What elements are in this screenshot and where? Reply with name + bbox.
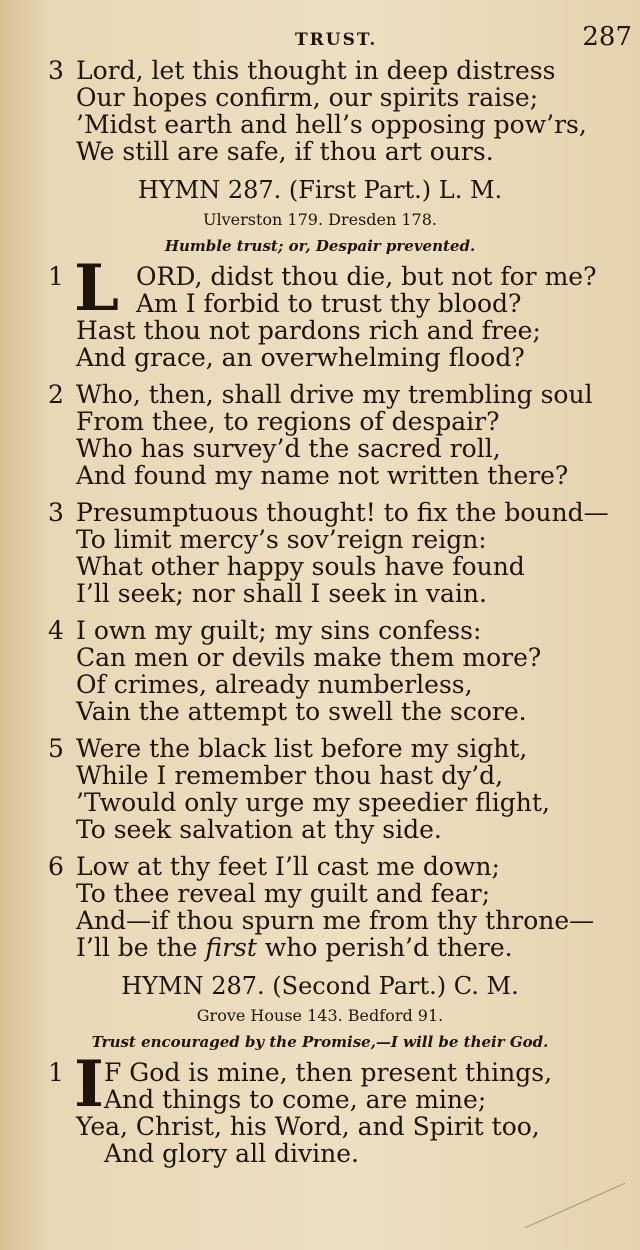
running-title: TRUST.	[295, 30, 378, 50]
verse-line: And—if thou spurn me from thy throne—	[76, 906, 595, 935]
verse-line: Presumptuous thought! to fix the bound—	[76, 498, 609, 527]
verse-line: And things to come, are mine;	[104, 1085, 487, 1114]
verse-line: And glory all divine.	[104, 1139, 359, 1168]
hymn-title-second: HYMN 287. (Second Part.) C. M.	[121, 972, 519, 1000]
verse-line: Of crimes, already numberless,	[76, 670, 473, 699]
verse-line: Lord, let this thought in deep distress	[76, 56, 556, 85]
hymn-tunes-second: Grove House 143. Bedford 91.	[196, 1006, 444, 1025]
verse-line: I’ll seek; nor shall I seek in vain.	[76, 579, 487, 608]
verse-line: Who, then, shall drive my trembling soul	[76, 380, 593, 409]
verse-line: I own my guilt; my sins confess:	[76, 616, 482, 645]
stanza-3	[0, 499, 640, 607]
stanza-number: 4	[48, 616, 64, 645]
stanza-number: 2	[48, 380, 64, 409]
verse-line: Our hopes confirm, our spirits raise;	[76, 83, 539, 112]
hymn-title: HYMN 287. (First Part.) L. M.	[137, 176, 503, 204]
stanza-1-second	[0, 1047, 640, 1168]
verse-line: Can men or devils make them more?	[76, 643, 542, 672]
verse-line: And found my name not written there?	[76, 461, 569, 490]
page-header	[0, 22, 640, 58]
stanza-number: 5	[48, 734, 64, 763]
verse-line: Yea, Christ, his Word, and Spirit too,	[76, 1112, 540, 1141]
page-number: 287	[582, 22, 632, 52]
stanza-6	[0, 853, 640, 961]
verse-line: To limit mercy’s sov’reign reign:	[76, 525, 487, 554]
verse-line: ’Twould only urge my speedier flight,	[76, 788, 550, 817]
verse-line: Vain the attempt to swell the score.	[76, 697, 527, 726]
stanza-number: 1	[48, 1058, 64, 1087]
verse-text: who perish’d there.	[256, 933, 513, 962]
verse-line: What other happy souls have found	[76, 552, 525, 581]
stanza-number: 1	[48, 262, 64, 291]
verse-line: And grace, an overwhelming flood?	[76, 343, 525, 372]
page-corner-mark	[525, 1183, 626, 1229]
stanza-number: 6	[48, 852, 64, 881]
verse-text: I’ll be the	[76, 933, 206, 962]
verse-line: Am I forbid to trust thy blood?	[136, 289, 522, 318]
verse-line: Hast thou not pardons rich and free;	[76, 316, 541, 345]
stanza-1	[0, 251, 640, 372]
hymn-tunes: Ulverston 179. Dresden 178.	[202, 210, 437, 229]
verse-line: We still are safe, if thou art ours.	[76, 137, 494, 166]
verse-line: To seek salvation at thy side.	[76, 815, 442, 844]
verse-line: Who has survey’d the sacred roll,	[76, 434, 501, 463]
verse-line: While I remember thou hast dy’d,	[76, 761, 504, 790]
page-content	[0, 57, 640, 1177]
verse-line	[76, 934, 640, 961]
verse-line: Were the black list before my sight,	[76, 734, 528, 763]
drop-cap: L	[74, 251, 119, 326]
emphasized-word: first	[205, 933, 257, 962]
verse-line: ’Midst earth and hell’s opposing pow’rs,	[76, 110, 587, 139]
hymn-subject: Humble trust; or, Despair prevented.	[164, 237, 476, 255]
stanza-2	[0, 381, 640, 489]
stanza-number: 3	[48, 498, 64, 527]
verse-line: From thee, to regions of despair?	[76, 407, 500, 436]
stanza-4	[0, 617, 640, 725]
verse-line: Low at thy feet I’ll cast me down;	[76, 852, 500, 881]
verse-line: ORD, didst thou die, but not for me?	[136, 262, 597, 291]
stanza-number: 3	[48, 56, 64, 85]
drop-cap: I	[74, 1047, 104, 1122]
verse-line: F God is mine, then present things,	[104, 1058, 553, 1087]
hymn-subject-second: Trust encouraged by the Promise,—I will be their God.	[91, 1033, 549, 1051]
verse-line: To thee reveal my guilt and fear;	[76, 879, 491, 908]
stanza-5	[0, 735, 640, 843]
stanza-continued	[0, 57, 640, 165]
